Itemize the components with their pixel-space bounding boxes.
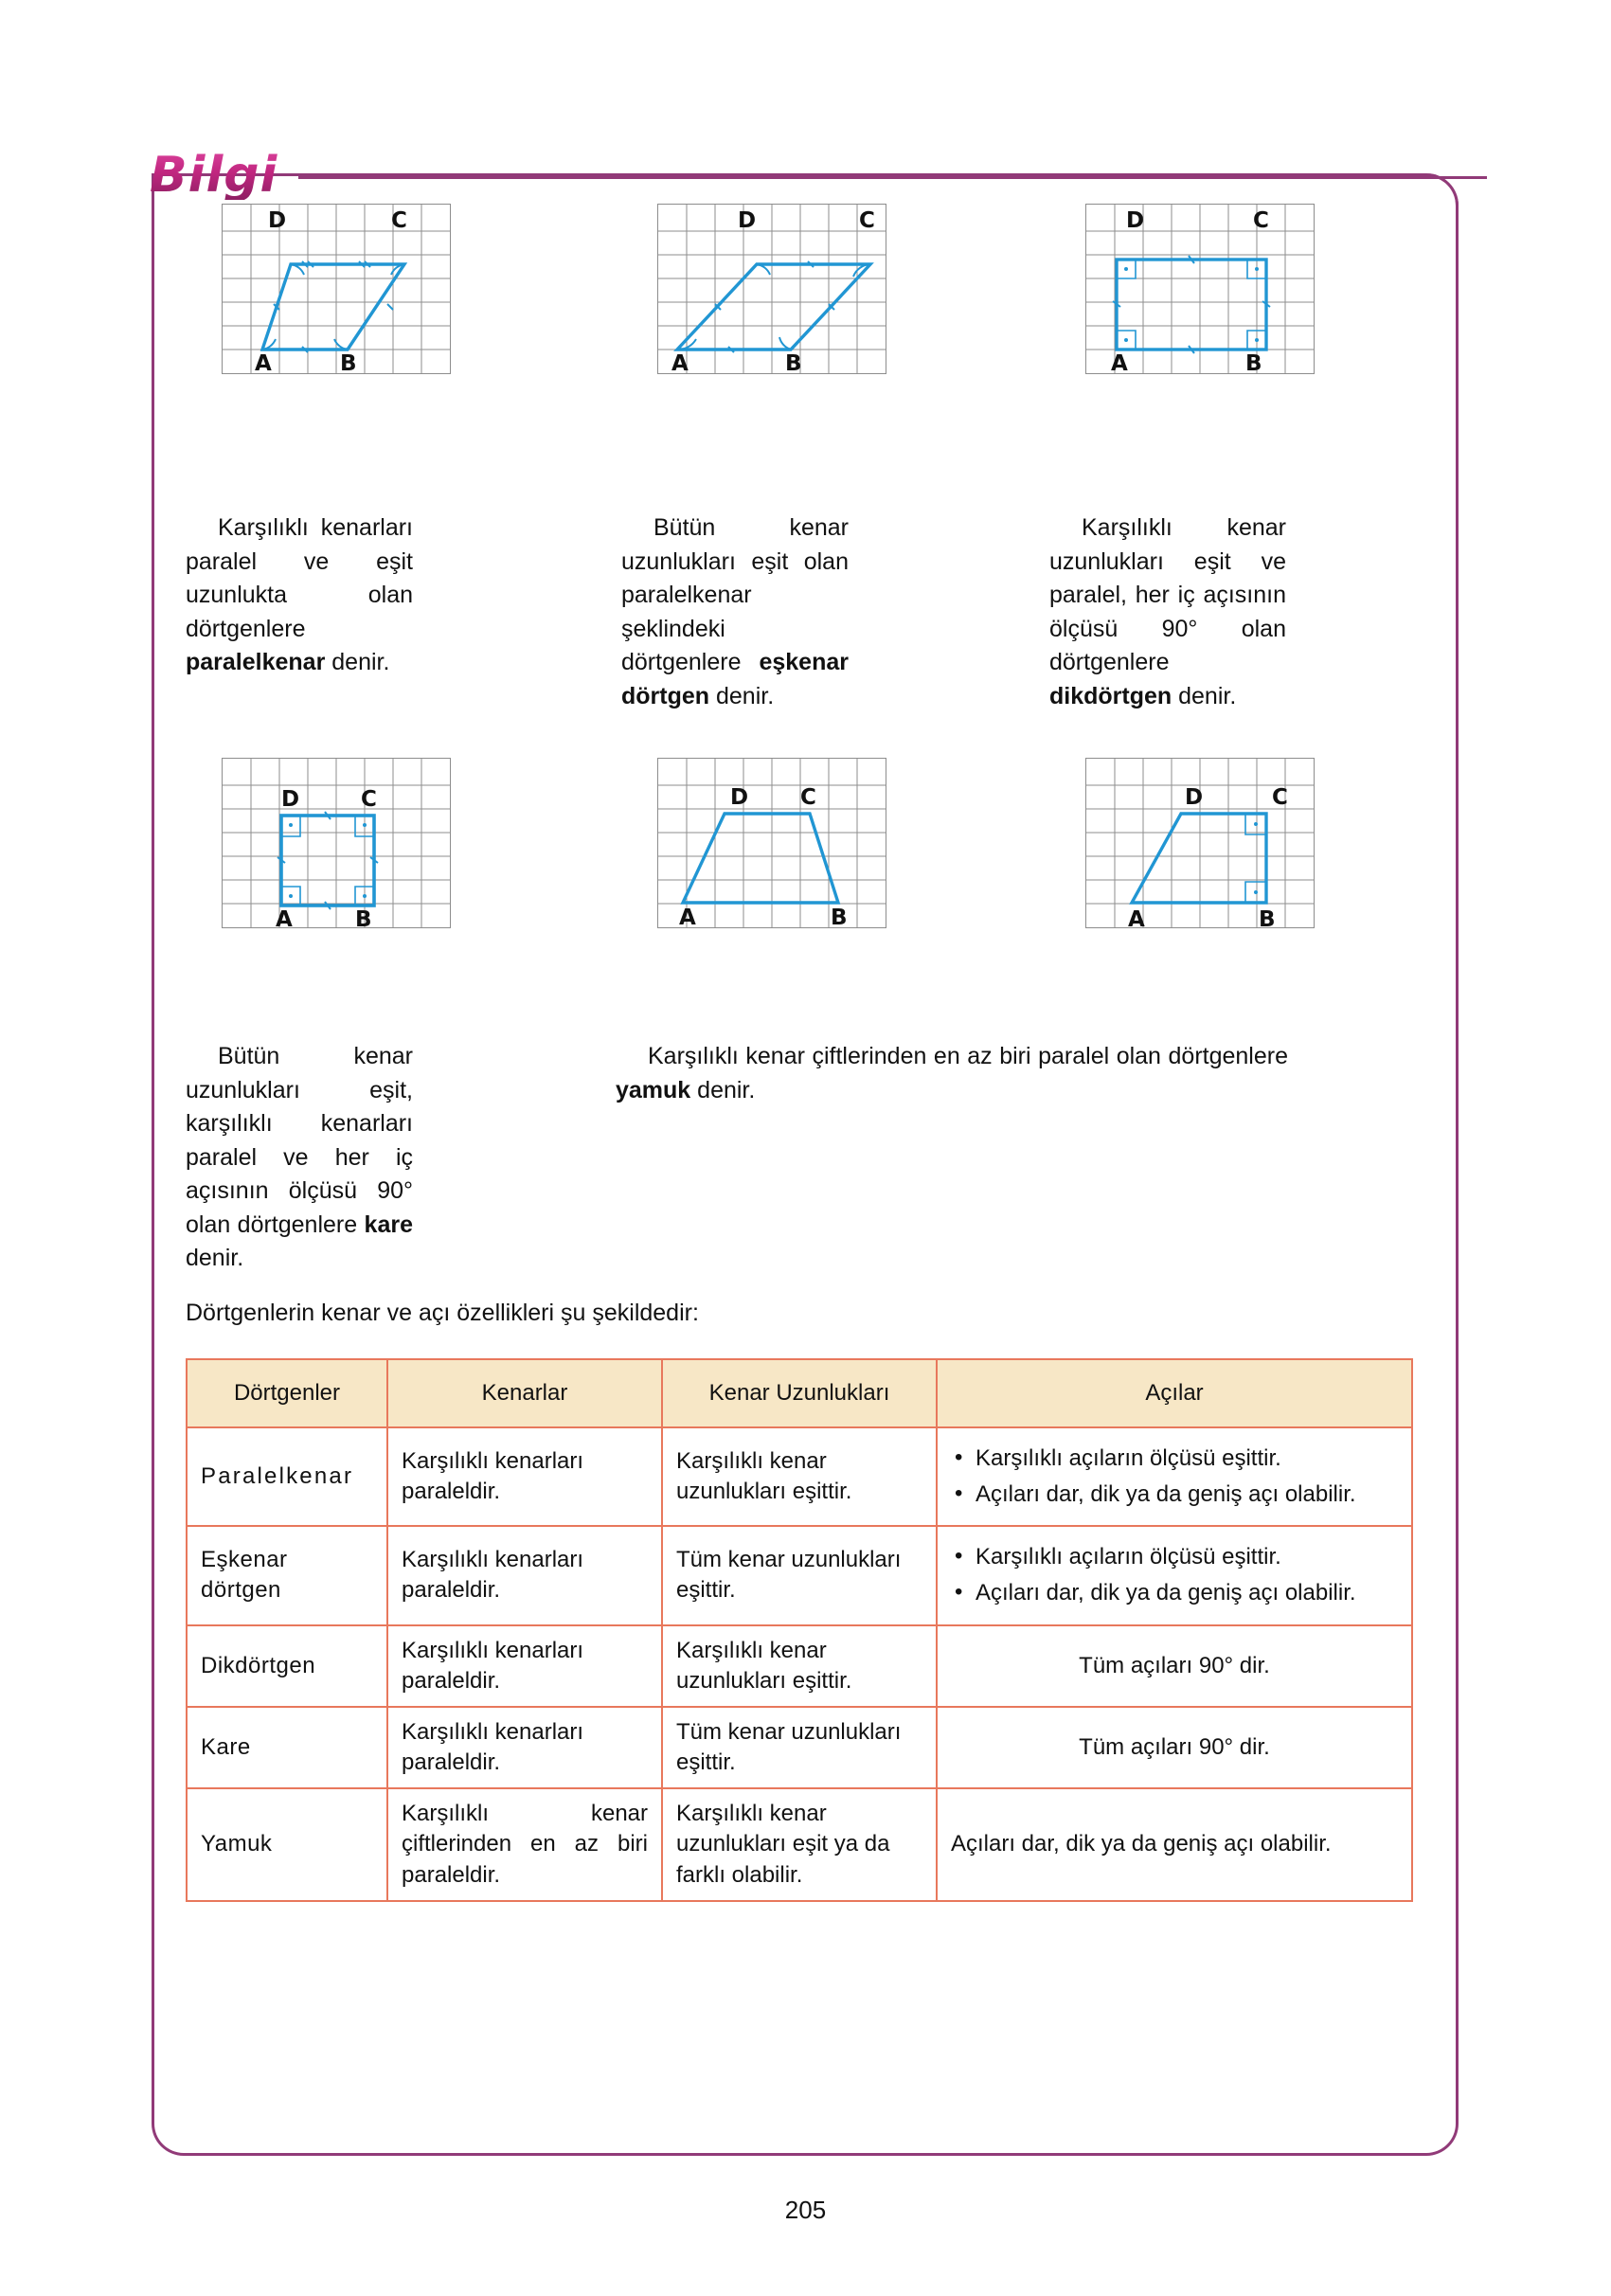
figure-square [222, 758, 451, 933]
row-angle-item: • Karşılıklı açıların ölçüsü eşittir. [951, 1542, 1398, 1572]
row-angle-item: • Açıları dar, dik ya da geniş açı olabilir. [951, 1480, 1398, 1510]
definition-square [186, 1040, 413, 1276]
vertex-label-B: B [785, 351, 802, 374]
row-shape-name: Dikdörtgen [187, 1625, 387, 1707]
row-sides: Karşılıklı kenarları paraleldir. [387, 1625, 662, 1707]
figure-row-1 [186, 204, 1436, 488]
vertex-label-D: D [268, 208, 287, 233]
definition-rectangle-term: dikdörtgen [1049, 682, 1172, 709]
row-angles: Tüm açıları 90° dir. [937, 1625, 1412, 1707]
figure-rhombus [657, 204, 886, 379]
table-header-sides: Kenarlar [387, 1359, 662, 1427]
definition-rhombus-after: denir. [709, 682, 775, 709]
vertex-label-D: D [738, 208, 757, 233]
properties-table-wrap [186, 1358, 1411, 1902]
row-sides: Karşılıklı kenarları paraleldir. [387, 1707, 662, 1788]
figure-right-trapezoid [1085, 758, 1315, 933]
definition-square-after: denir. [186, 1245, 244, 1271]
vertex-label-D: D [1126, 208, 1145, 233]
bilgi-header [150, 142, 1487, 208]
table-header-row [187, 1359, 1412, 1427]
row-angle-item: • Açıları dar, dik ya da geniş açı olabilir. [951, 1578, 1398, 1608]
right-trapezoid-svg [1085, 758, 1315, 928]
row-side-lengths: Tüm kenar uzunlukları eşittir. [662, 1707, 937, 1788]
table-row [187, 1788, 1412, 1900]
vertex-label-C: C [1253, 208, 1269, 233]
definition-trapezoid-after: denir. [690, 1076, 756, 1103]
definition-rectangle-before: Karşılıklı kenar uzunlukları eşit ve paralel, her iç açısının ölçüsü 90° olan dörtgenlere [1049, 514, 1286, 675]
rhombus-svg [657, 204, 886, 374]
definition-rhombus-term: eşkenar dörtgen [621, 649, 849, 709]
vertex-label-A: A [276, 907, 293, 928]
bilgi-badge-label: Bilgi [150, 151, 281, 200]
vertex-label-D: D [281, 787, 300, 812]
row-shape-name: Eşkenar dörtgen [187, 1526, 387, 1624]
vertex-label-A: A [1111, 351, 1128, 374]
definition-parallelogram [186, 511, 413, 680]
row-shape-name: Yamuk [187, 1788, 387, 1900]
definition-rhombus-before: Bütün kenar uzunlukları eşit olan paralelkenar şeklindeki dörtgenlere [621, 514, 849, 675]
table-intro-text: Dörtgenlerin kenar ve açı özellikleri şu şekildedir: [186, 1300, 699, 1326]
row-side-lengths: Karşılıklı kenar uzunlukları eşit ya da farklı olabilir. [662, 1788, 937, 1900]
row-angles [937, 1427, 1412, 1526]
definition-rectangle [1049, 511, 1286, 713]
table-row [187, 1625, 1412, 1707]
table-header-angles: Açılar [937, 1359, 1412, 1427]
definition-trapezoid-term: yamuk [616, 1076, 691, 1103]
row-side-lengths: Karşılıklı kenar uzunlukları eşittir. [662, 1625, 937, 1707]
definition-rhombus [621, 511, 849, 713]
definition-parallelogram-term: paralelkenar [186, 649, 326, 675]
table-header-side-lengths: Kenar Uzunlukları [662, 1359, 937, 1427]
definition-square-term: kare [364, 1211, 413, 1238]
definition-parallelogram-before: Karşılıklı kenarları paralel ve eşit uzunlukta olan dörtgenlere [186, 514, 413, 642]
vertex-label-B: B [1259, 907, 1276, 928]
table-header-shape: Dörtgenler [187, 1359, 387, 1427]
vertex-label-C: C [391, 208, 407, 233]
vertex-label-A: A [679, 906, 696, 928]
vertex-label-B: B [1245, 351, 1262, 374]
definition-trapezoid-before: Karşılıklı kenar çiftlerinden en az biri paralel olan dörtgenlere [648, 1043, 1288, 1069]
row-shape-name: Paralelkenar [187, 1427, 387, 1526]
vertex-label-B: B [340, 351, 357, 374]
table-row [187, 1526, 1412, 1624]
figure-rectangle [1085, 204, 1315, 379]
rectangle-svg [1085, 204, 1315, 374]
row-angle-item: • Karşılıklı açıların ölçüsü eşittir. [951, 1444, 1398, 1474]
vertex-label-A: A [1128, 907, 1145, 928]
isosceles-trapezoid-svg [657, 758, 886, 928]
row-sides: Karşılıklı kenarları paraleldir. [387, 1526, 662, 1624]
vertex-label-C: C [361, 787, 377, 812]
row-angles [937, 1526, 1412, 1624]
row-angles: Tüm açıları 90° dir. [937, 1707, 1412, 1788]
vertex-label-C: C [800, 785, 816, 810]
row-angles: Açıları dar, dik ya da geniş açı olabilir. [937, 1788, 1412, 1900]
definition-parallelogram-after: denir. [325, 649, 390, 675]
row-sides: Karşılıklı kenar çiftlerinden en az biri paraleldir. [387, 1788, 662, 1900]
row-shape-name: Kare [187, 1707, 387, 1788]
quadrilateral-properties-table [186, 1358, 1413, 1902]
table-row [187, 1427, 1412, 1526]
row-side-lengths: Tüm kenar uzunlukları eşittir. [662, 1526, 937, 1624]
figure-parallelogram [222, 204, 451, 379]
vertex-label-A: A [255, 351, 272, 374]
figure-row-2 [186, 758, 1436, 1042]
definition-rectangle-after: denir. [1172, 682, 1237, 709]
definition-square-before: Bütün kenar uzunlukları eşit, karşılıklı kenarları paralel ve her iç açısının ölçüsü 90° olan dörtgenlere [186, 1043, 413, 1238]
bilgi-header-rule [298, 176, 1487, 179]
vertex-label-D: D [1185, 785, 1204, 810]
figure-isosceles-trapezoid [657, 758, 886, 933]
vertex-label-A: A [671, 351, 689, 374]
page-number: 205 [784, 2196, 827, 2224]
vertex-label-B: B [831, 906, 848, 928]
vertex-label-C: C [1272, 785, 1288, 810]
vertex-label-C: C [859, 208, 875, 233]
vertex-label-D: D [730, 785, 749, 810]
square-svg [222, 758, 451, 928]
row-sides: Karşılıklı kenarları paraleldir. [387, 1427, 662, 1526]
table-row [187, 1707, 1412, 1788]
parallelogram-svg [222, 204, 451, 374]
vertex-label-B: B [355, 907, 372, 928]
row-side-lengths: Karşılıklı kenar uzunlukları eşittir. [662, 1427, 937, 1526]
definition-trapezoid [616, 1040, 1288, 1107]
